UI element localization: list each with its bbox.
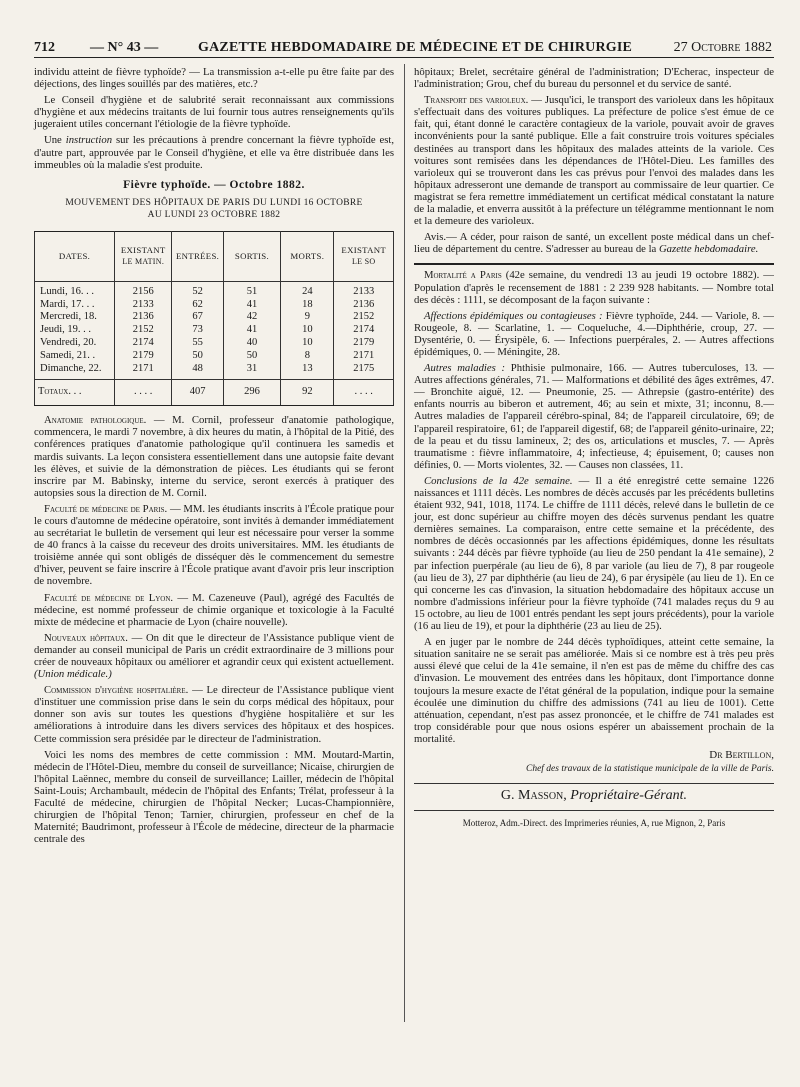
article-body: Avis.— A céder, pour raison de santé, un excellent poste médical dans un chef-lieu de département du centre. S'adresser au bureau de la bbox=[414, 231, 774, 256]
divider bbox=[414, 810, 774, 811]
article-heading: Faculté de médecine de Lyon. bbox=[44, 591, 174, 604]
paragraph: hôpitaux; Brelet, secrétaire général de l'administration; D'Echerac, inspecteur de l'administration; Grou, chef du bureau du personnel et du service de santé. bbox=[414, 66, 774, 91]
article-mortalite bbox=[414, 269, 774, 305]
table-row bbox=[35, 363, 394, 380]
article-faculte-paris bbox=[34, 503, 394, 588]
cell: 2175 bbox=[334, 363, 394, 380]
article-source: (Union médicale.) bbox=[34, 668, 112, 681]
header-text: LE SO bbox=[351, 257, 376, 267]
cell: 10 bbox=[281, 337, 334, 350]
signature-role: Chef des travaux de la statistique municipale de la ville de Paris. bbox=[525, 764, 774, 775]
text: Une bbox=[44, 134, 62, 147]
column-header: SORTIS. bbox=[223, 231, 280, 281]
table-row bbox=[35, 281, 394, 298]
journal-title: GAZETTE HEBDOMADAIRE DE MÉDECINE ET DE CHIRURGIE bbox=[198, 40, 633, 55]
cell: 92 bbox=[281, 380, 334, 406]
printer-footer: Motteroz, Adm.-Direct. des Imprimeries réunies, A, rue Mignon, 2, Paris bbox=[462, 818, 726, 829]
header-text: EXISTANT bbox=[341, 245, 387, 256]
table-row bbox=[35, 311, 394, 324]
table-row bbox=[35, 337, 394, 350]
cell: 2156 bbox=[115, 281, 172, 298]
article-hopitaux bbox=[34, 632, 394, 680]
cell: 2133 bbox=[115, 299, 172, 312]
article-heading: Mortalité a Paris bbox=[424, 269, 502, 282]
cell-day: Jeudi, 19. . . bbox=[35, 324, 115, 337]
cell-day: Vendredi, 20. bbox=[35, 337, 115, 350]
article-commission bbox=[34, 684, 394, 744]
table-subtitle bbox=[34, 197, 394, 221]
cell: 2171 bbox=[334, 350, 394, 363]
cell: 73 bbox=[172, 324, 223, 337]
cell: 2136 bbox=[334, 299, 394, 312]
cell-day: Mardi, 17. . . bbox=[35, 299, 115, 312]
paragraph: Le Conseil d'hygiène et de salubrité serait reconnaissant aux commissions d'hygiène et aux médecins traitants de lui fournir tous autres renseignements qu'ils jugeraient utiles concernant l'étiologie de la fièvre typhoïde. bbox=[34, 94, 394, 131]
article-heading: Nouveaux hôpitaux. bbox=[44, 631, 128, 644]
article-heading: Autres maladies : bbox=[424, 362, 506, 375]
cell: 2171 bbox=[115, 363, 172, 380]
cell: 31 bbox=[223, 363, 280, 380]
article-heading: Faculté de médecine de Paris. bbox=[44, 502, 168, 515]
article-faculte-lyon bbox=[34, 592, 394, 628]
typhoid-table bbox=[34, 231, 394, 406]
table-title: Fièvre typhoïde. — Octobre 1882. bbox=[123, 178, 305, 191]
cell: . . . . bbox=[115, 380, 172, 406]
article-body: — Il a été enregistré cette semaine 1226 naissances et 1111 décès. Les nombres de décès accusés par les précédents bulletins étaient 932, 941, 1018, 1174. Le chiffre de 1111 décès, relevé dans le bulletin de ce jour, est donc supérieur au chiffre moyen des décès survenus pendant les quatre dernières semaines. La comparaison, entre cette semaine et la précédente, des nombres de décès occasionnés par les affections épidémiques, donne les résultats suivants : 244 décès par fièvre typhoïde (au lieu de 250 pendant la 41e semaine), 2 par infection puerpérale (au lieu de 6), 8 par variole (au lieu de 7), 8 par rougeole (au lieu de 3), 27 par diphthérie (au lieu de 24), 6 par érysipèle (au lieu de 1). En ce qui concerne les cas d'invasion, la situation hebdomadaire des hôpitaux accuse un nombre d'admissions inférieur pour la fièvre typhoïde (741 malades reçus du 9 au 15 octobre, au lieu de 1001 entrés pendant les sept jours précédents), pour la variole (16 au lieu de 19), et pour la diphthérie (23 au lieu de 25). bbox=[414, 474, 774, 633]
cell-day: Totaux. . . bbox=[35, 380, 115, 406]
cell: 41 bbox=[223, 299, 280, 312]
article-body: — Jusqu'ici, le transport des varioleux dans les hôpitaux s'effectuait dans des voitures publiques. La préfecture de police s'est émue de ce fait, qui, étant donné le caractère contagieux de la variole, pouvait avoir de graves inconvénients pour la santé publique. Elle a fait construire trois voitures spéciales destinées au transport dans les hôpitaux des malades atteints de la variole. Ces voitures sont remisées dans les dépendances de l'Hôtel-Dieu. Les familles des varioleux qui se trouveront dans les cas prévus pour l'envoi des malades dans les hôpitaux adresseront une demande de transport au commissaire de leur quartier. Ce magistrat se fera remettre immédiatement un certificat médical constatant la nature de la maladie, et enverra aussitôt à la préfecture un télégramme mentionnant le nom et la demeure des varioleux. bbox=[414, 94, 775, 228]
cell-day: Lundi, 16. . . bbox=[35, 281, 115, 298]
cell: 2152 bbox=[334, 311, 394, 324]
cell: 2174 bbox=[115, 337, 172, 350]
cell: 10 bbox=[281, 324, 334, 337]
cell: 2152 bbox=[115, 324, 172, 337]
article-body: — MM. les étudiants inscrits à l'École pratique pour le cours d'automne de médecine opératoire, sont invités à demander immédiatement au secrétariat le bulletin de versement qui leur est nécessaire pour verser la somme de 40 francs à la caisse du receveur des droits universitaires. MM. les étudiants de troisième année qui sont obligés de disséquer dès le commencement du semestre d'hiver, peuvent se faire inscrire à l'École pratique avant d'avoir pris leur inscription de novembre. bbox=[34, 502, 395, 588]
table-row bbox=[35, 324, 394, 337]
table-row bbox=[35, 299, 394, 312]
cell: 2174 bbox=[334, 324, 394, 337]
cell: 50 bbox=[223, 350, 280, 363]
article-body: — On dit que le directeur de l'Assistance publique vient de demander au conseil municipal de Paris un crédit extraordinaire de 3 millions pour créer de nouveaux hôpitaux ou améliorer et agrandir ceux qui existent actuellement. bbox=[34, 631, 395, 668]
article-body: — M. Cazeneuve (Paul), agrégé des Facultés de médecine, est nommé professeur de chimie organique et toxicologie à la Faculté mixte de médecine et pharmacie de Lyon (chaire nouvelle). bbox=[34, 591, 394, 628]
cell: . . . . bbox=[334, 380, 394, 406]
article-heading: Anatomie pathologique. bbox=[44, 414, 147, 427]
article-body: Phthisie pulmonaire, 166. — Autres tuberculoses, 13. — Autres affections générales, 71. — Malformations et débilité des âges extrêmes, 47. — Bronchite aiguë, 12. — Pneumonie, 25. — Athrepsie (gastro-entérite) des enfants nourris au biberon et autrement, 46; au sein et mixte, 31; inconnu, 8.— Autres maladies de l'appareil cérébro-spinal, 84; de l'appareil circulatoire, 69; de l'appareil respiratoire, 61; de l'appareil digestif, 68; de l'appareil génito-urinaire, 22; de la peau et du tissu lamineux, 2; des os, articulations et muscles, 7. — Après traumatisme : fièvre inflammatoire, 4; infectieuse, 4; épuisement, 0; causes non définies, 0. — Morts violentes, 32. — Causes non classées, 11. bbox=[414, 362, 774, 471]
left-column bbox=[34, 66, 394, 849]
paragraph: individu atteint de fièvre typhoïde? — La transmission a-t-elle pu être faite par des déjections, des linges souillés par des matières, etc.? bbox=[34, 66, 394, 91]
article-conclusions bbox=[414, 475, 774, 632]
article-body: Fièvre typhoïde, 244. — Variole, 8. — Rougeole, 8. — Scarlatine, 1. — Coqueluche, 4.—Diphthérie, croup, 27. — Dysentérie, 0. — Érysipèle, 6. — Infections puerpérales, 2. — Autres affections épidémiques, 0. — Méningite, 28. bbox=[414, 309, 774, 358]
cell: 51 bbox=[223, 281, 280, 298]
right-column bbox=[414, 66, 774, 829]
issue-number: — N° 43 — bbox=[90, 40, 159, 55]
column-header: ENTRÉES. bbox=[172, 231, 223, 281]
column-header: MORTS. bbox=[281, 231, 334, 281]
cell: 407 bbox=[172, 380, 223, 406]
publisher bbox=[414, 790, 774, 802]
article-affections bbox=[414, 310, 774, 358]
article-heading: Conclusions de la 42e semaine. bbox=[424, 474, 573, 487]
signature: Dr Bertillon, bbox=[709, 748, 774, 761]
paragraph: A en juger par le nombre de 244 décès typhoïdiques, atteint cette semaine, la situation sanitaire ne se serait pas améliorée. Mais si ce nombre est à très peu près aussi élevé que celui de la 41e semaine, il n'en est pas de même du chiffre des cas d'invasion. Le mouvement des entrées dans les hôpitaux, dont l'importance donne toujours la mesure exacte de l'état général de la population, indique pour la semaine écoulée une diminution du chiffre des admissions (741 au lieu de 1001). Cette atténuation, cependant, n'est pas assez prononcée, et le chiffre de 741 malades est trop considérable pour que nous osions espérer un abaissement prochain de la mortalité. bbox=[414, 636, 774, 745]
article-heading: Transport des varioleux. bbox=[424, 94, 529, 107]
cell-day: Dimanche, 22. bbox=[35, 363, 115, 380]
cell: 2179 bbox=[334, 337, 394, 350]
article-autres bbox=[414, 362, 774, 471]
cell: 48 bbox=[172, 363, 223, 380]
cell: 62 bbox=[172, 299, 223, 312]
article-heading: Commission d'hygiène hospitalière. bbox=[44, 684, 189, 697]
cell-day: Mercredi, 18. bbox=[35, 311, 115, 324]
page-number: 712 bbox=[34, 40, 55, 55]
cell: 2179 bbox=[115, 350, 172, 363]
cell: 50 bbox=[172, 350, 223, 363]
section-rule bbox=[414, 263, 774, 265]
article-body: (42e semaine, du vendredi 13 au jeudi 19 octobre 1882). — Population d'après le recensement de 1881 : 2 239 928 habitants. — Nombre total des décès : 1111, se décomposant de la façon suivante : bbox=[414, 269, 774, 306]
cell: 13 bbox=[281, 363, 334, 380]
cell: 24 bbox=[281, 281, 334, 298]
cell: 9 bbox=[281, 311, 334, 324]
header-text: EXISTANT bbox=[120, 245, 166, 256]
column-divider bbox=[404, 64, 405, 1022]
cell: 55 bbox=[172, 337, 223, 350]
table-subtitle-line: MOUVEMENT DES HÔPITAUX DE PARIS DU LUNDI 16 OCTOBRE bbox=[65, 197, 363, 208]
totals-row bbox=[35, 380, 394, 406]
column-header bbox=[115, 231, 172, 281]
column-header: DATES. bbox=[35, 231, 115, 281]
publisher-role: Propriétaire-Gérant. bbox=[570, 788, 688, 804]
cell: 52 bbox=[172, 281, 223, 298]
table-subtitle-line: AU LUNDI 23 OCTOBRE 1882 bbox=[147, 209, 281, 220]
text: sur les précautions à prendre concernant la fièvre typhoïde est, d'autre part, approuvée par le Conseil d'hygiène, et elle va être distribuée dans les immeubles où la maladie s'est produite. bbox=[34, 134, 395, 171]
issue-date: 27 Octobre 1882 bbox=[673, 40, 772, 55]
article-transport bbox=[414, 94, 774, 227]
cell: 18 bbox=[281, 299, 334, 312]
text-italic: instruction bbox=[65, 134, 113, 147]
article-body: — Le directeur de l'Assistance publique vient d'instituer une commission prise dans le sein du corps médical des hôpitaux, pour donner son avis sur toutes les questions d'hygiène hospitalière et sur les améliorations à introduire dans les divers services des hôpitaux et des hospices. Cette commission sera présidée par le directeur de l'administration. bbox=[34, 684, 395, 745]
paragraph bbox=[34, 134, 394, 170]
text-italic: Gazette hebdomadaire. bbox=[658, 243, 759, 256]
cell: 41 bbox=[223, 324, 280, 337]
header-text: LE MATIN. bbox=[122, 257, 165, 267]
article-anatomie bbox=[34, 414, 394, 499]
cell: 67 bbox=[172, 311, 223, 324]
cell: 8 bbox=[281, 350, 334, 363]
column-header bbox=[334, 231, 394, 281]
article-heading: Affections épidémiques ou contagieuses : bbox=[424, 309, 603, 322]
divider bbox=[414, 783, 774, 784]
cell: 2133 bbox=[334, 281, 394, 298]
table-row bbox=[35, 350, 394, 363]
paragraph: Voici les noms des membres de cette commission : MM. Moutard-Martin, médecin de l'Hôtel-Dieu, membre du conseil de surveillance; Nicaise, chirurgien de l'hôpital Laënnec, membre du conseil de surveillance; Lailler, médecin de l'hôpital Saint-Louis; Archambault, médecin de l'hôpital des Enfants; Trélat, professeur à la Faculté de médecine, chirurgien de l'hôpital Necker; Lucas-Championnière, chirurgien de l'hôpital Tenon; Tarnier, chirurgien, professeur en chef de la Maternité; Baudrimont, professeur à l'École de médecine, directeur de la pharmacie centrale des bbox=[34, 748, 394, 846]
cell: 42 bbox=[223, 311, 280, 324]
cell: 296 bbox=[223, 380, 280, 406]
article-body: — M. Cornil, professeur d'anatomie pathologique, commencera, le mardi 7 novembre, à dix heures du matin, à l'hôpital de la Pitié, des conférences pratiques d'anatomie pathologique qu'il continuera les samedis et mardis suivants. La leçon consistera essentiellement dans une autopsie faite devant les élèves, et suivie de la démonstration de pièces. Les étudiants qui se feront inscrire par M. Babinsky, interne du service, seront exercés à pratiquer des autopsies sous la direction de M. Cornil. bbox=[34, 414, 394, 499]
publisher-name: G. Masson, bbox=[500, 788, 567, 804]
article-avis bbox=[414, 231, 774, 255]
cell: 40 bbox=[223, 337, 280, 350]
page-header bbox=[34, 38, 774, 58]
cell: 2136 bbox=[115, 311, 172, 324]
cell-day: Samedi, 21. . bbox=[35, 350, 115, 363]
